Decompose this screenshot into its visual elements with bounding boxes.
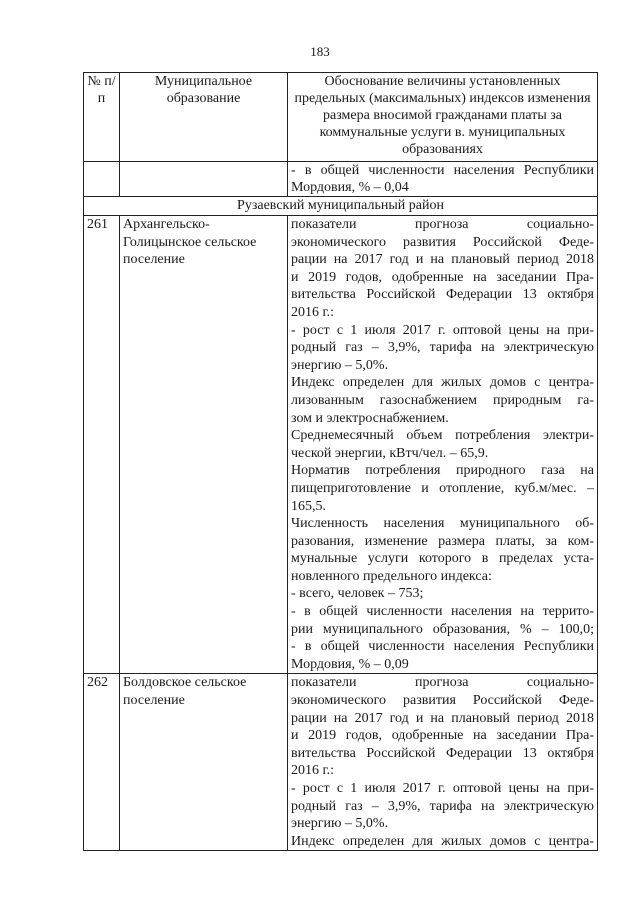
text-line: Норматив потребления природного газа на <box>291 463 594 479</box>
text-line: Мордовия, % – 0,09 <box>291 656 409 672</box>
section-row <box>84 197 598 216</box>
entry-municipality <box>120 216 288 674</box>
table-row <box>84 674 598 851</box>
text-line: разования, изменение размера платы, за ком- <box>291 533 594 549</box>
text-line: 2016 г.: <box>291 304 335 320</box>
continuation-municipality-cell <box>120 162 288 197</box>
entry-justification <box>288 216 598 674</box>
municipality-line: Архангельско- <box>123 217 210 232</box>
text-line: лизованным газоснабжением природным га- <box>291 392 594 408</box>
text-line: - рост с 1 июля 2017 г. оптовой цены на при- <box>291 781 594 796</box>
header-justification: Обоснование величины установленных предельных (максимальных) индексов изменения размера вносимой гражданами платы за коммунальные услуги в. муниципальных образованиях <box>288 73 598 162</box>
continuation-number-cell <box>84 162 120 197</box>
text-line: Индекс определен для жилых домов с центра- <box>291 833 594 849</box>
text-line: 2016 г.: <box>291 763 335 779</box>
text-line: экономического развития Российской Феде- <box>291 693 594 709</box>
text-line: вительства Российской Федерации 13 октября <box>291 287 594 303</box>
text-line: Численность населения муниципального об- <box>291 516 594 532</box>
text-line: Среднемесячный объем потребления электри- <box>291 428 594 444</box>
text-line: - в общей численности населения на террито- <box>291 604 594 620</box>
text-line: ческой энергии, кВтч/чел. – 65,9. <box>291 445 489 461</box>
table-header-row <box>84 73 598 162</box>
municipality-line: поселение <box>123 693 185 709</box>
entry-justification <box>288 674 598 851</box>
text-line: вительства Российской Федерации 13 октября <box>291 745 594 761</box>
municipal-index-table <box>83 72 598 851</box>
section-title: Рузаевский муниципальный район <box>84 197 598 216</box>
header-number: № п/п <box>84 73 120 162</box>
text-line: показатели прогноза социально- <box>291 217 594 232</box>
text-line: - в общей численности населения Республики <box>291 639 594 655</box>
text-line: Индекс определен для жилых домов с центра- <box>291 375 594 391</box>
entry-number: 262 <box>84 674 120 851</box>
text-line: новленного предельного индекса: <box>291 568 492 584</box>
text-line: энергию – 5,0%. <box>291 357 389 373</box>
continuation-row <box>84 162 598 197</box>
text-line: мунальные услуги которого в пределах уста- <box>291 551 594 567</box>
municipality-line: поселение <box>123 252 185 268</box>
municipality-line: Болдовское сельское <box>123 675 247 691</box>
text-line: 165,5. <box>291 498 326 514</box>
header-municipality: Муниципальное образование <box>120 73 288 162</box>
text-line: экономического развития Российской Феде- <box>291 234 594 250</box>
text-line: Мордовия, % – 0,04 <box>291 180 409 195</box>
text-line: - всего, человек – 753; <box>291 586 424 602</box>
text-line: и 2019 годов, одобренные на заседании Пра- <box>291 269 594 285</box>
text-line: показатели прогноза социально- <box>291 675 594 691</box>
text-line: рации на 2017 год и на плановый период 2018 <box>291 710 594 726</box>
text-line: - рост с 1 июля 2017 г. оптовой цены на при- <box>291 322 594 338</box>
text-line: - в общей численности населения Республики <box>291 163 594 178</box>
text-line: и 2019 годов, одобренные на заседании Пра- <box>291 728 594 744</box>
continuation-text-cell <box>288 162 598 197</box>
page-number: 183 <box>310 44 330 59</box>
text-line: рации на 2017 год и на плановый период 2018 <box>291 252 594 268</box>
text-line: энергию – 5,0%. <box>291 816 389 832</box>
text-line: рии муниципального образования, % – 100,0; <box>291 621 594 637</box>
text-line: пищеприготовление и отопление, куб.м/мес. – <box>291 480 594 496</box>
entry-number: 261 <box>84 216 120 674</box>
text-line: родный газ – 3,9%, тарифа на электрическую <box>291 798 594 814</box>
entry-municipality <box>120 674 288 851</box>
table-row <box>84 216 598 674</box>
text-line: зом и электроснабжением. <box>291 410 449 426</box>
municipality-line: Голицынское сельское <box>123 234 257 250</box>
text-line: родный газ – 3,9%, тарифа на электрическую <box>291 340 594 356</box>
